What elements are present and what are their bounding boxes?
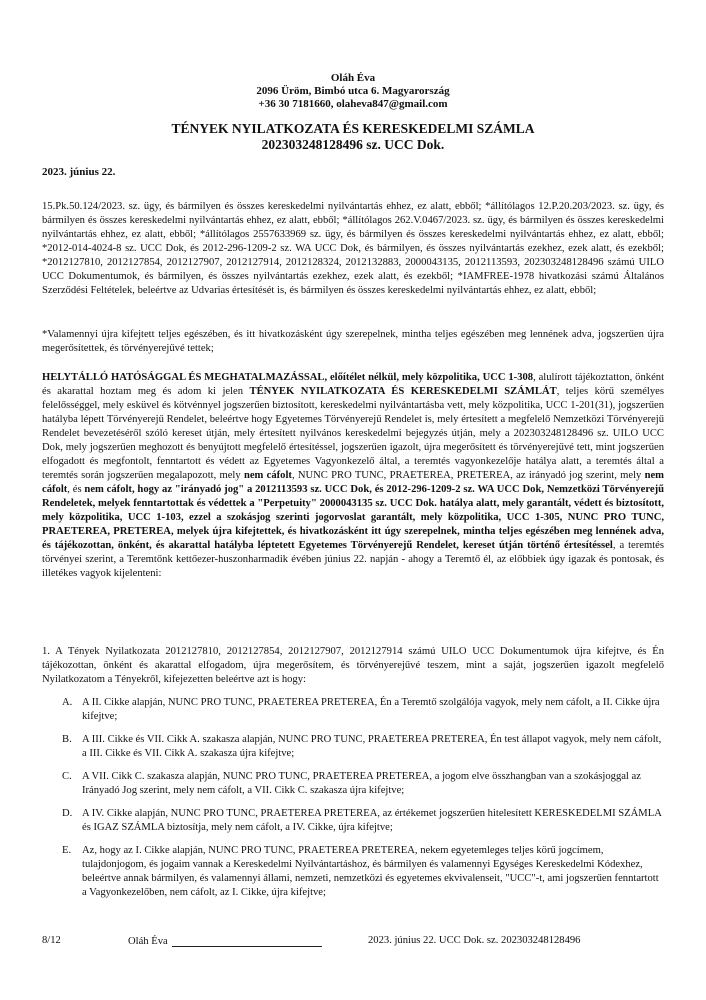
list-item-label: E.: [62, 845, 72, 856]
list-item: [42, 733, 664, 761]
declaration-text-5: , a teremtés törvényei szerint, a Teremtőnk kettőezer-huszonharmadik évében június 22. napján - ahogy a Teremtő él, az előbbiek úgy igazak és pontosak, és illetékes vagyok kijelenteni:: [42, 540, 664, 579]
document-subtitle: 202303248128496 sz. UCC Dok.: [261, 137, 445, 152]
footer-reference: 2023. június 22. UCC Dok. sz. 202303248128496: [368, 935, 581, 946]
declaration-bold-4: nem cáfolt: [42, 470, 664, 495]
list-item-text: A III. Cikke és VII. Cikk A. szakasza alapján, NUNC PRO TUNC, PRAETEREA PRETEREA, Én test állapot vagyok, mely nem cáfolt, a III. Cikke és VII. Cikk A. szakasza újra kifejtve;: [82, 734, 662, 759]
list-item-label: D.: [62, 808, 73, 819]
sender-name: Oláh Éva: [330, 72, 376, 84]
declaration-bold-5: nem cáfolt, hogy az "irányadó jog" a 2012113593 sz. UCC Dok, és 2012-296-1209-2 sz. WA UCC Dok, Nemzetközi Törvényerejű Rendeletek, melyek fenntartottak és védettek a "Perpetuity" 2000043135 sz. UCC Dok. hatálya alatt, mely garantált, védett és biztosított, mely közpolitika, UCC 1-103, ezzel a szokásjog szerinti jogorvoslat garantált, mely közpolitika, UCC 1-305, NUNC PRO TUNC, PRAETEREA, PRETEREA, melyek újra kifejtettek, és hivatkozásként itt úgy szerepelnek, mintha teljes egészében meg lennének adva, és tájékozottan, önként, és akarattal hatályba léptetett Egyetemes Törvényerejű Rendelet, kereset útján történő értesítéssel: [42, 484, 664, 551]
list-item: [42, 696, 664, 724]
list-item-label: C.: [62, 771, 72, 782]
list-item: [42, 844, 664, 900]
list-item-text: A IV. Cikke alapján, NUNC PRO TUNC, PRAETEREA PRETEREA, az értékemet jogszerűen hitelesített KERESKEDELMI SZÁMLA és IGAZ SZÁMLA biztosítja, mely nem cáfolt, a IV. Cikke, újra kifejtve;: [82, 808, 662, 833]
list-item-label: A.: [62, 697, 73, 708]
list-item: [42, 807, 664, 835]
list-item: [42, 770, 664, 798]
declaration-bold-2: TÉNYEK NYILATKOZATA ÉS KERESKEDELMI SZÁMLÁT: [249, 386, 557, 397]
article-list: [42, 696, 664, 909]
declaration-text-4: , és: [67, 484, 85, 495]
signature-block: [128, 935, 322, 947]
numbered-paragraph-1: 1. A Tények Nyilatkozata 2012127810, 2012127854, 2012127907, 2012127914 számú UILO UCC Dokumentumok újra kifejtve, és Én tájékozottan, önként és akarattal elfogadom, újra megerősítem, és törvényerejűvé teszem, mint a saját, jogszerűen igazolt megfelelő Nyilatkozatom a Tényekről, kifejezetten beleértve azt is hogy:: [42, 646, 664, 685]
sender-address: 2096 Üröm, Bimbó utca 6. Magyarország: [256, 85, 450, 97]
page-number: 8/12: [42, 935, 61, 946]
signer-name: Oláh Éva: [128, 936, 168, 947]
list-item-text: Az, hogy az I. Cikke alapján, NUNC PRO TUNC, PRAETEREA PRETEREA, nekem egyetemleges teljes körű jogcímem, tulajdonjogom, és jogaim vannak a Kereskedelmi Nyilvántartáshoz, és bármilyen és valamennyi Egységes Kereskedelmi Kódexhez, beleértve annak bármilyen, és valamennyi állami, nemzeti, nemzetközi és egyetemes ekvivalenseit, "UCC"-t, ami jogszerűen fenntartott a Vagyonkezelőben, nem cáfolt, az I. Cikke, újra kifejtve;: [82, 845, 659, 898]
declaration-text-3: , NUNC PRO TUNC, PRAETEREA, PRETEREA, az irányadó jog szerint, mely: [291, 470, 645, 481]
list-item-label: B.: [62, 734, 72, 745]
declaration-bold-3: nem cáfolt: [243, 470, 292, 481]
declaration-bold-1: HELYTÁLLÓ HATÓSÁGGAL ÉS MEGHATALMAZÁSSAL, előítélet nélkül, mely közpolitika, UCC 1-308: [42, 372, 534, 383]
list-item-text: A II. Cikke alapján, NUNC PRO TUNC, PRAETEREA PRETEREA, Én a Teremtő szolgálója vagyok, mely nem cáfolt, a II. Cikke újra kifejtve;: [82, 697, 660, 722]
signature-line: [172, 935, 322, 947]
restatement-paragraph: *Valamennyi újra kifejtett teljes egészében, és itt hivatkozásként úgy szerepelnek, mintha teljes egészében meg lennének adva, jogszerűen újra megerősítettek, és törvényerejűvé tettek;: [42, 329, 664, 354]
declaration-paragraph: [42, 371, 664, 581]
document-title: TÉNYEK NYILATKOZATA ÉS KERESKEDELMI SZÁMLA: [171, 121, 535, 136]
declaration-text-1: , alulírott tájékoztatton, önként és akarattal hoztam meg és adom ki jelen: [42, 372, 665, 397]
sender-contact: +36 30 7181660, olaheva847@gmail.com: [258, 98, 448, 110]
declaration-text-2: , teljes körű személyes felelősséggel, mely esküvel és kötvénnyel jogszerűen biztosított, kereskedelmi nyilvántartásba vett, mely közpolitika, UCC 1-201(31), jogszerűen hatályba lépett Törvényerejű Rendelet, beleértve hogy Egyetemes Törvényerejű Rendelet is, mely értesített a megfelelő Nemzetközi Törvényerejű Rendelet bevezetéséről szóló kereset útján, mely értesített nyilvános kereskedelmi bejegyzés útján, mely a 202303248128496 sz. UILO UCC Dok, mely jogszerűen meghozott és benyújtott megfelelő értesítéssel, jogszerűen igazolt, újra megerősített és törvényerejűvé tett, mint jogszerűen elfogadott és megfontolt, fenntartott és védett az Egyetemes Vagyonkezelő által, a teremtés vagyonkezelője hatálya alatt, a teremtés által a teremtés során jogszerűen megalapozott, mely: [42, 386, 664, 481]
list-item-text: A VII. Cikk C. szakasza alapján, NUNC PRO TUNC, PRAETEREA PRETEREA, a jogom elve összhangban van a szokásjoggal az Irányadó Jog szerint, mely nem cáfolt, a VII. Cikk C. szakasza újra kifejtve;: [82, 771, 641, 796]
case-references-paragraph: 15.Pk.50.124/2023. sz. ügy, és bármilyen és összes kereskedelmi nyilvántartás ehhez, ez alatt, ebből; *állítólagos 12.P.20.203/2023. sz. ügy, és bármilyen és összes kereskedelmi nyilvántartás ehhez, ez alatt, ebből; *állítólagos 262.V.0467/2023. sz. ügy, és bármilyen és összes kereskedelmi nyilvántartás ehhez, ez alatt, ebből; *állítólagos 2557633969 sz. ügy, és bármilyen és összes kereskedelmi nyilvántartás ehhez, ez alatt, ebből; *2012-014-4024-8 sz. UCC Dok, és 2012-296-1209-2 sz. WA UCC Dok, és bármilyen, és összes nyilvántartás ezekhez, ezek alatt, és ezekből; *2012127810, 2012127854, 2012127907, 2012127914, 2012128324, 2012132883, 2000043135, 2012113593, 202303248128496 számú UILO UCC Dokumentumok, és bármilyen, és összes nyilvántartás ezekhez, ezek alatt, és ezekből; *IAMFREE-1978 hivatkozási számú Általános Szerződési Feltételek, beleértve az Udvarias értesítését is, és bármilyen és összes kereskedelmi nyilvántartás ehhez, ez alatt, ebből;: [42, 201, 664, 296]
document-date: 2023. június 22.: [42, 166, 116, 178]
